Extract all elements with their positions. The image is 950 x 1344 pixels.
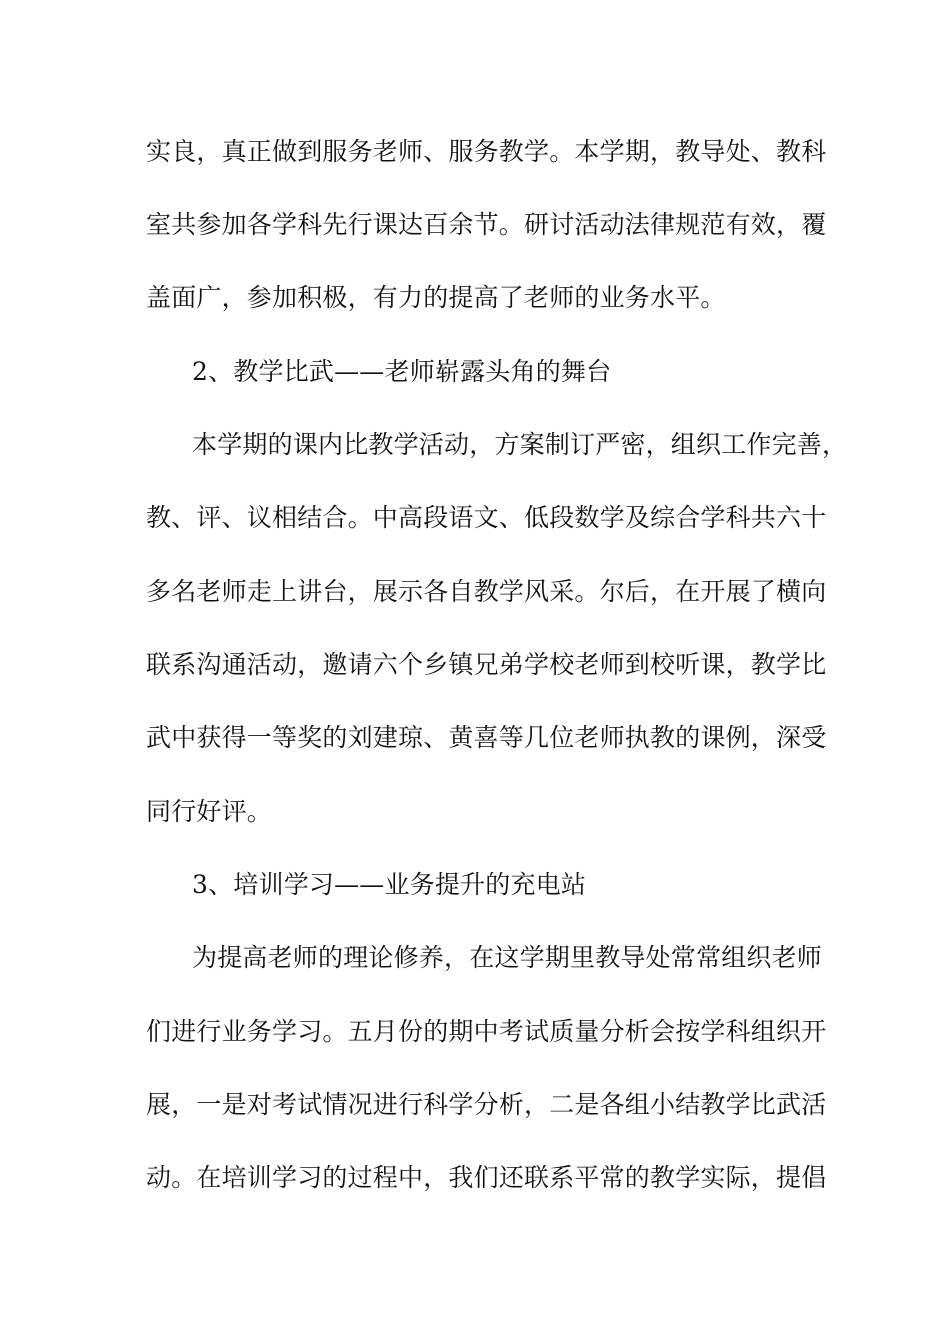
- paragraph-line: 实良，真正做到服务老师、服务教学。本学期，教导处、教科: [146, 137, 827, 166]
- paragraph-line: 武中获得一等奖的刘建琼、黄喜等几位老师执教的课例，深受: [146, 723, 827, 752]
- paragraph-line: 动。在培训学习的过程中，我们还联系平常的教学实际，提倡: [146, 1163, 827, 1192]
- paragraph-line: 盖面广，参加积极，有力的提高了老师的业务水平。: [146, 283, 726, 312]
- paragraph-line: 室共参加各学科先行课达百余节。研讨活动法律规范有效，覆: [146, 210, 827, 239]
- paragraph-line: 多名老师走上讲台，展示各自教学风采。尔后，在开展了横向: [146, 577, 827, 606]
- paragraph-line: 们进行业务学习。五月份的期中考试质量分析会按学科组织开: [146, 1017, 827, 1046]
- paragraph-line: 教、评、议相结合。中高段语文、低段数学及综合学科共六十: [146, 503, 827, 532]
- section-heading: 2、教学比武——老师崭露头角的舞台: [192, 357, 612, 386]
- paragraph-line: 同行好评。: [146, 797, 273, 826]
- paragraph-line: 展，一是对考试情况进行科学分析，二是各组小结教学比武活: [146, 1090, 827, 1119]
- paragraph-line: 联系沟通活动，邀请六个乡镇兄弟学校老师到校听课，教学比: [146, 650, 827, 679]
- paragraph-line: 为提高老师的理论修养，在这学期里教导处常常组织老师: [192, 943, 823, 972]
- paragraph-line: 本学期的课内比教学活动，方案制订严密，组织工作完善，: [192, 430, 848, 459]
- section-heading: 3、培训学习——业务提升的充电站: [192, 870, 587, 899]
